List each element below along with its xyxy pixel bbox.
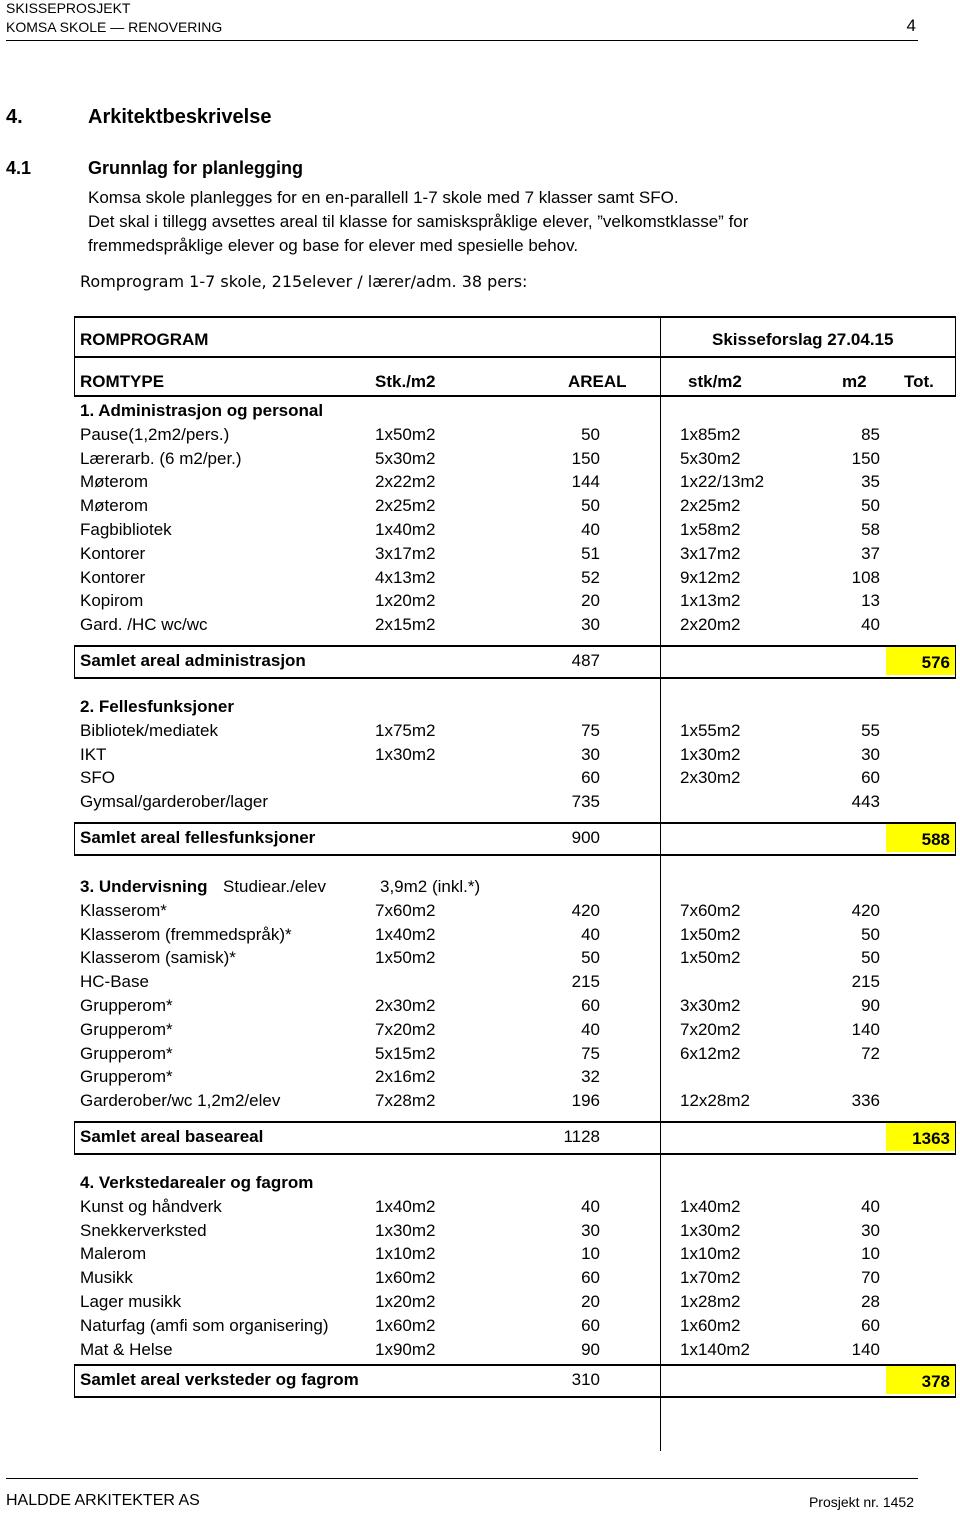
section-title-stk: 3,9m2 (inkl.*) xyxy=(380,877,481,896)
room-stk: 1x20m2 xyxy=(375,1292,436,1311)
room-skisse-stk: 12x28m2 xyxy=(680,1091,750,1111)
room-stk: 2x30m2 xyxy=(375,996,436,1015)
room-stk: 4x13m2 xyxy=(375,567,436,587)
total-underline xyxy=(660,854,956,856)
room-skisse-stk: 1x58m2 xyxy=(680,520,741,539)
room-skisse-m2: 30 xyxy=(861,744,880,764)
room-skisse-m2: 140 xyxy=(851,1019,880,1039)
total-areal: 310 xyxy=(571,1369,600,1389)
total-divider xyxy=(74,645,956,647)
page-number: 4 xyxy=(906,16,916,35)
total-underline xyxy=(660,677,956,679)
total-underline xyxy=(660,1153,956,1155)
room-skisse-stk: 1x60m2 xyxy=(680,1315,741,1335)
room-name: Klasserom* xyxy=(80,900,167,920)
col-header-areal: AREAL xyxy=(568,372,627,391)
room-stk: 5x30m2 xyxy=(375,448,436,468)
section-title: 3. Undervisning xyxy=(80,877,208,896)
room-stk: 1x75m2 xyxy=(375,720,436,740)
room-areal: 735 xyxy=(571,792,600,812)
header-divider xyxy=(74,356,956,358)
room-skisse-m2: 13 xyxy=(861,591,880,611)
intro-line: Komsa skole planlegges for en en-parallell 1-7 skole med 7 klasser samt SFO. xyxy=(88,188,679,207)
total-sum: 576 xyxy=(921,653,950,673)
total-right-border xyxy=(955,1364,956,1396)
room-skisse-stk: 1x85m2 xyxy=(680,424,741,444)
footer-project-number: Prosjekt nr. 1452 xyxy=(808,1494,914,1510)
room-name: Musikk xyxy=(80,1268,133,1288)
room-stk: 2x16m2 xyxy=(375,1067,436,1087)
room-stk: 7x20m2 xyxy=(375,1019,436,1039)
section-number: 4.1 xyxy=(6,158,32,178)
room-areal: 75 xyxy=(581,1043,600,1063)
room-name: Garderober/wc 1,2m2/elev xyxy=(80,1091,281,1111)
page-header xyxy=(6,0,918,41)
room-skisse-stk: 1x70m2 xyxy=(680,1268,741,1288)
room-stk: 1x10m2 xyxy=(375,1244,436,1264)
room-skisse-stk: 1x30m2 xyxy=(680,1220,741,1240)
room-skisse-m2: 28 xyxy=(861,1292,880,1311)
section-title: 4. Verkstedarealer og fagrom xyxy=(80,1173,314,1192)
room-stk: 1x30m2 xyxy=(375,744,436,764)
room-stk: 2x15m2 xyxy=(375,615,436,635)
room-skisse-stk: 2x20m2 xyxy=(680,615,741,635)
room-stk: 1x60m2 xyxy=(375,1268,436,1288)
total-label: Samlet areal verksteder og fagrom xyxy=(80,1369,359,1389)
room-name: Kontorer xyxy=(80,567,146,587)
room-areal: 196 xyxy=(571,1091,600,1111)
room-skisse-stk: 1x50m2 xyxy=(680,948,741,968)
room-areal: 10 xyxy=(581,1244,600,1264)
room-areal: 60 xyxy=(581,996,600,1015)
room-name: Kunst og håndverk xyxy=(80,1196,222,1216)
room-areal: 30 xyxy=(581,744,600,764)
room-skisse-m2: 443 xyxy=(851,792,880,812)
room-areal: 40 xyxy=(581,520,600,539)
room-skisse-stk: 7x60m2 xyxy=(680,900,741,920)
room-skisse-m2: 50 xyxy=(861,496,880,516)
room-skisse-stk: 7x20m2 xyxy=(680,1019,741,1039)
room-skisse-m2: 30 xyxy=(861,1220,880,1240)
room-name: Snekkerverksted xyxy=(80,1220,207,1240)
room-areal: 420 xyxy=(571,900,600,920)
total-sum: 588 xyxy=(921,830,950,850)
room-areal: 144 xyxy=(571,472,600,492)
room-skisse-m2: 70 xyxy=(861,1268,880,1288)
col-header-s-stk: stk/m2 xyxy=(688,372,742,391)
romprogram-intro: Romprogram 1-7 skole, 215elever / lærer/adm. 38 pers: xyxy=(80,272,528,291)
room-areal: 60 xyxy=(581,768,600,788)
col-header-stk: Stk./m2 xyxy=(375,372,436,391)
room-areal: 40 xyxy=(581,1196,600,1216)
room-name: Gard. /HC wc/wc xyxy=(80,615,208,635)
total-left-border xyxy=(74,1364,75,1396)
room-skisse-m2: 150 xyxy=(851,448,880,468)
room-skisse-stk: 1x55m2 xyxy=(680,720,741,740)
room-stk: 1x20m2 xyxy=(375,591,436,611)
room-skisse-m2: 40 xyxy=(861,615,880,635)
total-underline xyxy=(660,1396,956,1398)
room-skisse-m2: 60 xyxy=(861,1315,880,1335)
room-areal: 52 xyxy=(581,567,600,587)
room-skisse-m2: 37 xyxy=(861,543,880,563)
room-name: Malerom xyxy=(80,1244,147,1264)
room-stk: 7x60m2 xyxy=(375,900,436,920)
room-name: Kontorer xyxy=(80,543,146,563)
room-skisse-stk: 3x30m2 xyxy=(680,996,741,1015)
room-stk: 2x22m2 xyxy=(375,472,436,492)
col-header-s-m2: m2 xyxy=(842,372,867,391)
total-right-border xyxy=(955,822,956,854)
room-name: Klasserom (fremmedspråk)* xyxy=(80,924,292,944)
room-name: Gymsal/garderober/lager xyxy=(80,792,269,812)
intro-line: fremmedspråklige elever og base for elever med spesielle behov. xyxy=(88,236,579,255)
total-underline xyxy=(74,854,664,856)
room-skisse-stk: 2x30m2 xyxy=(680,768,741,788)
room-areal: 30 xyxy=(581,615,600,635)
room-skisse-stk: 1x30m2 xyxy=(680,744,741,764)
table-title: ROMPROGRAM xyxy=(80,330,209,349)
table-divider xyxy=(660,316,661,1451)
room-skisse-stk: 1x50m2 xyxy=(680,924,741,944)
header-divider xyxy=(74,395,956,397)
room-skisse-m2: 85 xyxy=(861,424,880,444)
room-name: Naturfag (amfi som organisering) xyxy=(80,1315,329,1335)
room-name: Grupperom* xyxy=(80,1067,173,1087)
room-name: Fagbibliotek xyxy=(80,520,172,539)
room-stk: 1x90m2 xyxy=(375,1339,436,1359)
footer-divider xyxy=(6,1478,918,1479)
total-areal: 1128 xyxy=(563,1127,600,1147)
room-stk: 1x50m2 xyxy=(375,424,436,444)
room-skisse-m2: 10 xyxy=(861,1244,880,1264)
room-name: Lager musikk xyxy=(80,1292,182,1311)
col-header-tot: Tot. xyxy=(904,372,934,391)
total-label: Samlet areal fellesfunksjoner xyxy=(80,828,316,848)
total-left-border xyxy=(74,645,75,677)
section-title: 2. Fellesfunksjoner xyxy=(80,697,234,716)
total-label: Samlet areal administrasjon xyxy=(80,651,306,671)
header-project-label: SKISSEPROSJEKT xyxy=(6,0,131,16)
room-name: Møterom xyxy=(80,496,148,516)
room-skisse-m2: 50 xyxy=(861,948,880,968)
skisse-title: Skisseforslag 27.04.15 xyxy=(712,330,894,349)
room-areal: 60 xyxy=(581,1315,600,1335)
room-skisse-m2: 55 xyxy=(861,720,880,740)
intro-line: Det skal i tillegg avsettes areal til klasse for samiskspråklige elever, ”velkomstklasse” for xyxy=(88,212,749,231)
room-skisse-stk: 1x13m2 xyxy=(680,591,741,611)
room-areal: 60 xyxy=(581,1268,600,1288)
room-areal: 215 xyxy=(571,972,600,992)
room-name: Pause(1,2m2/pers.) xyxy=(80,424,230,444)
room-areal: 20 xyxy=(581,1292,600,1311)
room-skisse-m2: 140 xyxy=(851,1339,880,1359)
page-title: Arkitektbeskrivelse xyxy=(88,106,272,128)
total-divider xyxy=(74,822,956,824)
total-areal: 487 xyxy=(571,651,600,671)
total-divider xyxy=(74,1121,956,1123)
room-name: Grupperom* xyxy=(80,1043,173,1063)
total-left-border xyxy=(74,1121,75,1153)
room-name: Kopirom xyxy=(80,591,144,611)
room-skisse-stk: 1x40m2 xyxy=(680,1196,741,1216)
room-stk: 1x40m2 xyxy=(375,1196,436,1216)
room-stk: 7x28m2 xyxy=(375,1091,436,1111)
room-skisse-m2: 40 xyxy=(861,1196,880,1216)
section-title: 1. Administrasjon og personal xyxy=(80,401,324,420)
room-stk: 1x40m2 xyxy=(375,924,436,944)
header-project-name: KOMSA SKOLE — RENOVERING xyxy=(6,19,223,35)
room-skisse-stk: 9x12m2 xyxy=(680,567,741,587)
room-areal: 40 xyxy=(581,1019,600,1039)
room-name: IKT xyxy=(80,744,107,764)
room-stk: 1x50m2 xyxy=(375,948,436,968)
room-skisse-m2: 35 xyxy=(861,472,880,492)
total-sum: 378 xyxy=(921,1371,950,1391)
heading-number: 4. xyxy=(6,106,23,128)
room-areal: 51 xyxy=(581,543,600,563)
room-name: Mat & Helse xyxy=(80,1339,173,1359)
total-label: Samlet areal baseareal xyxy=(80,1127,264,1147)
room-skisse-m2: 60 xyxy=(861,768,880,788)
total-underline xyxy=(74,1396,664,1398)
room-skisse-m2: 90 xyxy=(861,996,880,1015)
room-skisse-stk: 3x17m2 xyxy=(680,543,741,563)
room-areal: 50 xyxy=(581,496,600,516)
room-name: Grupperom* xyxy=(80,1019,173,1039)
room-areal: 75 xyxy=(581,720,600,740)
room-skisse-m2: 58 xyxy=(861,520,880,539)
col-header-romtype: ROMTYPE xyxy=(80,372,165,391)
room-skisse-m2: 420 xyxy=(851,900,880,920)
total-sum: 1363 xyxy=(912,1129,950,1149)
footer-company: HALDDE ARKITEKTER AS xyxy=(6,1492,200,1509)
total-left-border xyxy=(74,822,75,854)
room-name: Grupperom* xyxy=(80,996,173,1015)
total-right-border xyxy=(955,645,956,677)
room-skisse-m2: 108 xyxy=(851,567,880,587)
room-skisse-stk: 1x140m2 xyxy=(680,1339,750,1359)
total-underline xyxy=(74,677,664,679)
room-areal: 90 xyxy=(581,1339,600,1359)
room-skisse-m2: 215 xyxy=(851,972,880,992)
room-areal: 40 xyxy=(581,924,600,944)
room-skisse-m2: 50 xyxy=(861,924,880,944)
room-skisse-stk: 6x12m2 xyxy=(680,1043,741,1063)
room-skisse-stk: 2x25m2 xyxy=(680,496,741,516)
room-stk: 1x60m2 xyxy=(375,1315,436,1335)
section-title: Grunnlag for planlegging xyxy=(88,158,303,178)
room-areal: 30 xyxy=(581,1220,600,1240)
room-stk: 2x25m2 xyxy=(375,496,436,516)
room-name: Møterom xyxy=(80,472,148,492)
room-stk: 1x30m2 xyxy=(375,1220,436,1240)
total-areal: 900 xyxy=(571,828,600,848)
room-areal: 50 xyxy=(581,424,600,444)
room-skisse-stk: 1x22/13m2 xyxy=(680,472,765,492)
section-title-extra: Studiear./elev xyxy=(223,877,327,896)
room-stk: 5x15m2 xyxy=(375,1043,436,1063)
room-skisse-stk: 1x28m2 xyxy=(680,1292,741,1311)
room-name: HC-Base xyxy=(80,972,149,992)
room-stk: 3x17m2 xyxy=(375,543,436,563)
room-name: Klasserom (samisk)* xyxy=(80,948,236,968)
room-areal: 20 xyxy=(581,591,600,611)
room-stk: 1x40m2 xyxy=(375,520,436,539)
room-skisse-stk: 5x30m2 xyxy=(680,448,741,468)
room-skisse-m2: 72 xyxy=(861,1043,880,1063)
room-name: Lærerarb. (6 m2/per.) xyxy=(80,448,242,468)
total-right-border xyxy=(955,1121,956,1153)
room-areal: 50 xyxy=(581,948,600,968)
table-top-border xyxy=(74,316,956,318)
room-skisse-stk: 1x10m2 xyxy=(680,1244,741,1264)
total-underline xyxy=(74,1153,664,1155)
room-name: SFO xyxy=(80,768,115,788)
room-name: Bibliotek/mediatek xyxy=(80,720,218,740)
room-areal: 150 xyxy=(571,448,600,468)
room-skisse-m2: 336 xyxy=(851,1091,880,1111)
total-divider xyxy=(74,1364,956,1366)
room-areal: 32 xyxy=(581,1067,600,1087)
